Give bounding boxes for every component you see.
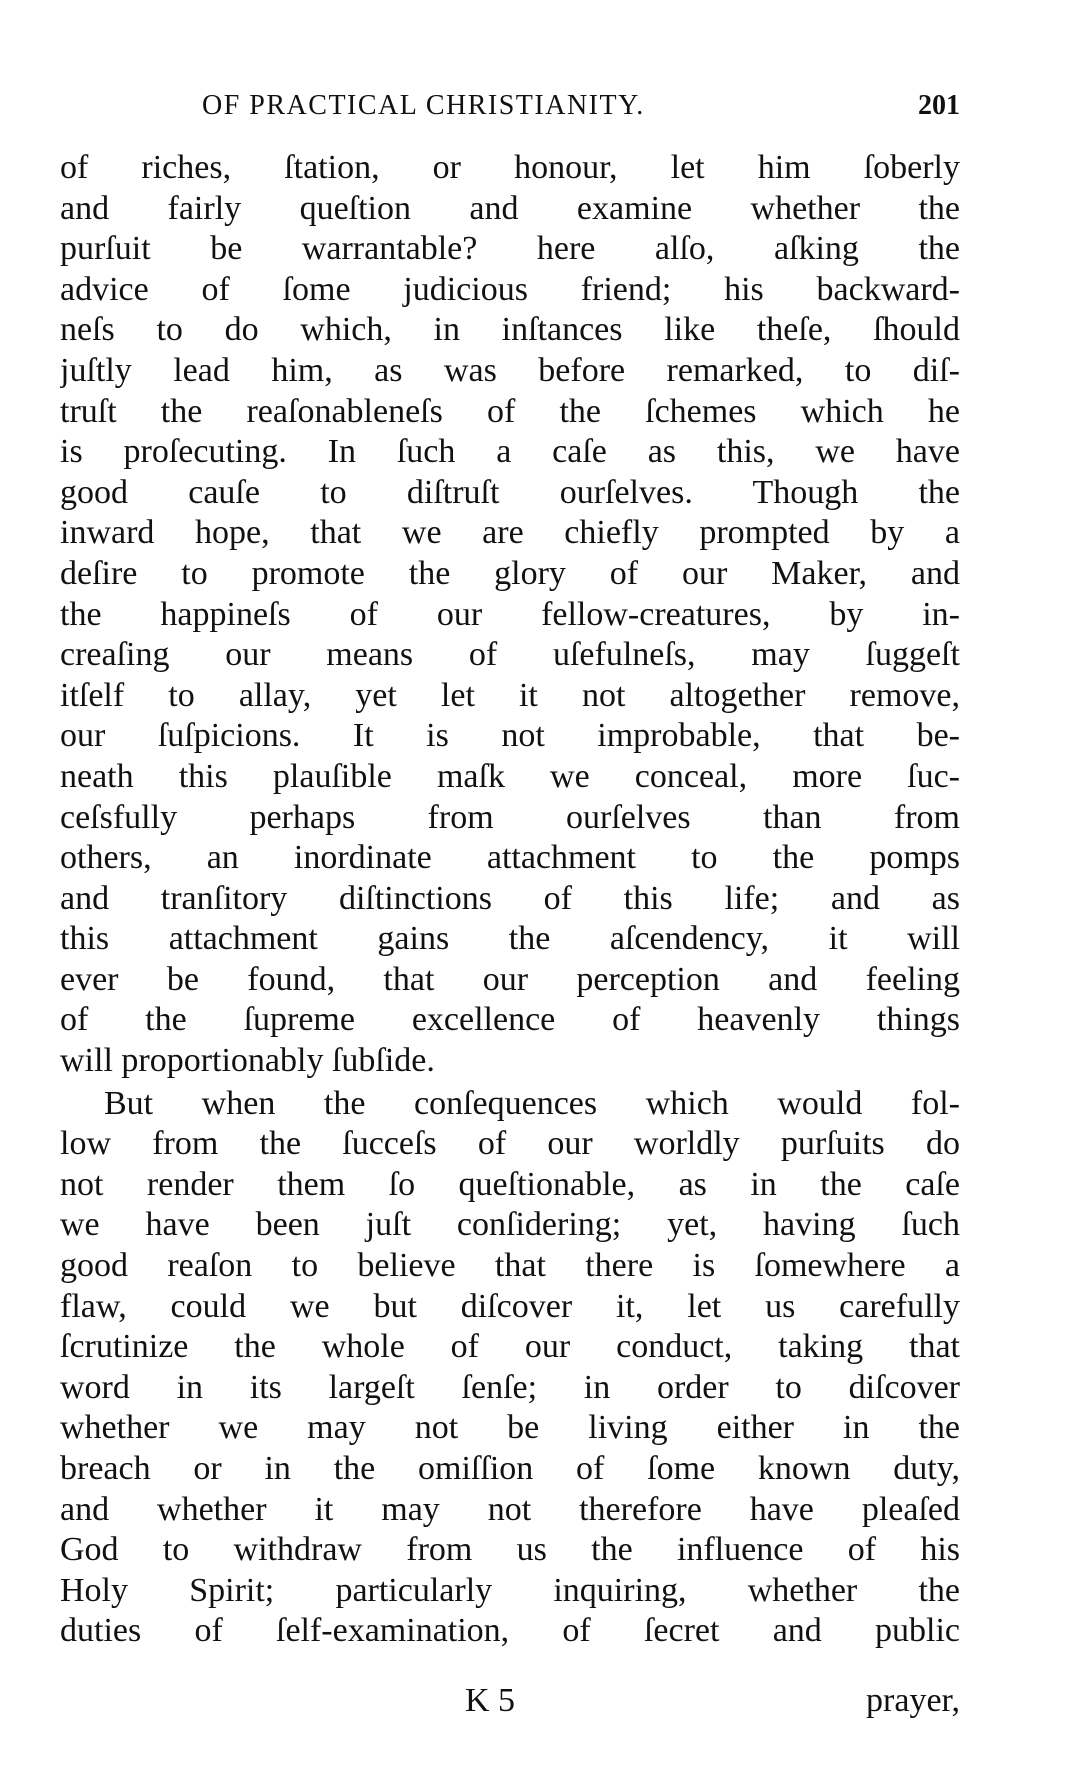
text-line: is proſecuting. In ſuch a caſe as this, we have xyxy=(60,433,960,471)
text-line: word in its largeſt ſenſe; in order to diſcover xyxy=(60,1368,960,1406)
running-head: OF PRACTICAL CHRISTIANITY. xyxy=(202,90,645,121)
text-line: neath this plauſible maſk we conceal, more ſuc- xyxy=(60,757,960,795)
text-line: ceſsfully perhaps from ourſelves than from xyxy=(60,798,960,836)
text-line: others, an inordinate attachment to the pomps xyxy=(60,839,960,877)
text-line: purſuit be warrantable? here alſo, aſking the xyxy=(60,230,960,268)
text-line: flaw, could we but diſcover it, let us carefully xyxy=(60,1287,960,1325)
catchword: prayer, xyxy=(866,1682,960,1719)
text-line: will proportionably ſubſide. xyxy=(60,1042,435,1080)
page-header xyxy=(60,90,960,130)
text-line: and whether it may not therefore have pleaſed xyxy=(60,1490,960,1528)
text-line: the happineſs of our fellow-creatures, by in- xyxy=(60,595,960,633)
text-line: this attachment gains the aſcendency, it will xyxy=(60,920,960,958)
signature-mark: K 5 xyxy=(465,1682,516,1719)
text-line: and tranſitory diſtinctions of this life; and as xyxy=(60,879,960,917)
text-line: low from the ſucceſs of our worldly purſuits do xyxy=(60,1125,960,1163)
paragraph-2 xyxy=(60,1084,960,1652)
text-line: truſt the reaſonableneſs of the ſchemes which he xyxy=(60,392,960,430)
text-line: ſcrutinize the whole of our conduct, taking that xyxy=(60,1328,960,1366)
text-line: creaſing our means of uſefulneſs, may ſuggeſt xyxy=(60,636,960,674)
text-line: duties of ſelf-examination, of ſecret and public xyxy=(60,1612,960,1650)
text-line: of riches, ſtation, or honour, let him ſoberly xyxy=(60,149,960,186)
text-line: advice of ſome judicious friend; his backward- xyxy=(60,270,960,308)
text-line: But when the conſequences which would fol- xyxy=(104,1084,960,1122)
text-line: inward hope, that we are chiefly prompted by a xyxy=(60,514,960,552)
text-line: ever be found, that our perception and feeling xyxy=(60,960,960,998)
text-line: breach or in the omiſſion of ſome known duty, xyxy=(60,1450,960,1487)
text-line: Holy Spirit; particularly inquiring, whether the xyxy=(60,1571,960,1609)
page-number: 201 xyxy=(918,90,960,121)
text-line: not render them ſo queſtionable, as in the caſe xyxy=(60,1165,960,1203)
text-line: itſelf to allay, yet let it not altogether remove, xyxy=(60,676,960,714)
paragraph-1 xyxy=(60,148,960,1082)
text-line: deſire to promote the glory of our Maker, and xyxy=(60,554,960,592)
text-line: we have been juſt conſidering; yet, having ſuch xyxy=(60,1206,960,1244)
text-line: God to withdraw from us the influence of his xyxy=(60,1531,960,1569)
text-line: good reaſon to believe that there is ſomewhere a xyxy=(60,1247,960,1285)
body-text xyxy=(60,148,960,1652)
text-line: juſtly lead him, as was before remarked, to diſ- xyxy=(60,351,960,389)
text-line: neſs to do which, in inſtances like theſe, ſhould xyxy=(60,311,960,349)
page-footer xyxy=(60,1682,960,1726)
text-line: and fairly queſtion and examine whether the xyxy=(60,189,960,227)
text-line: good cauſe to diſtruſt ourſelves. Though the xyxy=(60,473,960,511)
text-line: whether we may not be living either in the xyxy=(60,1409,960,1447)
text-line: of the ſupreme excellence of heavenly things xyxy=(60,1001,960,1039)
text-line: our ſuſpicions. It is not improbable, that be- xyxy=(60,717,960,755)
